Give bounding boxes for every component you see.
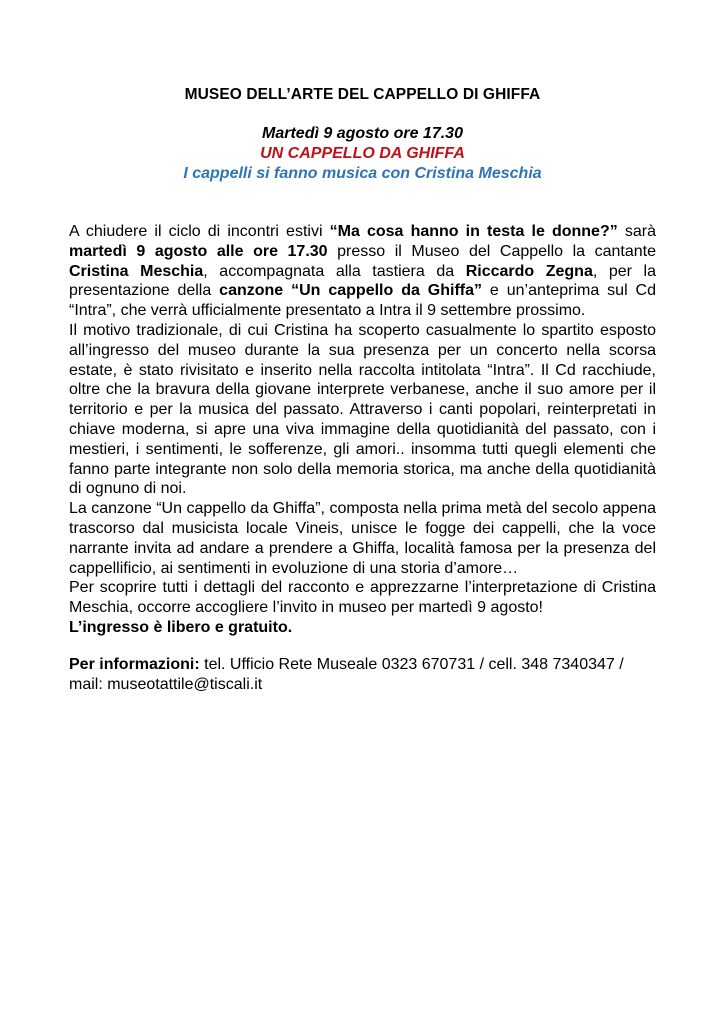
paragraph-admission	[69, 618, 656, 638]
text-run: , per la presentazione della	[69, 262, 656, 300]
series-title: “Ma cosa hanno in testa le donne?”	[329, 223, 618, 240]
event-tagline: I cappelli si fanno musica con Cristina Meschia	[183, 165, 542, 182]
paragraph-invite: Per scoprire tutti i dettagli del racconto e apprezzarne l’interpretazione di Cristina Meschia, occorre accogliere l’invito in museo per martedì 9 agosto!	[69, 579, 656, 617]
pianist-name: Riccardo Zegna	[465, 262, 593, 280]
paragraph-motif: Il motivo tradizionale, di cui Cristina ha scoperto casualmente lo spartito esposto all’ingresso del museo durante la sua presenza per un concerto nella scorsa estate, è stato rivisitato e inserito nella raccolta intitolata “Intra”. Il Cd racchiude, oltre che la bravura della giovane interprete verbanese, anche il suo amore per il territorio e per la musica del passato. Attraverso i canti popolari, reinterpretati in chiave moderna, si apre una viva immagine della quotidianità del passato, con i mestieri, i sentimenti, le sofferenze, gli amori.. insomma tutti quegli elementi che fanno parte integrante non solo della memoria storica, ma anche della quotidianità di ognuno di noi.	[69, 321, 656, 498]
event-title: UN CAPPELLO DA GHIFFA	[260, 145, 465, 162]
document-title: MUSEO DELL’ARTE DEL CAPPELLO DI GHIFFA	[184, 86, 541, 103]
event-header	[69, 124, 656, 184]
event-date-line: Martedì 9 agosto ore 17.30	[262, 125, 463, 142]
paragraph-song: La canzone “Un cappello da Ghiffa”, composta nella prima metà del secolo appena trascorso dal musicista locale Vineis, unisce le fogge dei cappelli, che la voce narrante invita ad andare a prendere a Ghiffa, località famosa per la presenza del cappellificio, ai sentimenti in evoluzione di una storia d’amore…	[69, 500, 656, 577]
text-run: sarà	[617, 223, 656, 240]
event-datetime: martedì 9 agosto alle ore 17.30	[69, 242, 328, 260]
text-run: e un’anteprima sul Cd “Intra”, che verrà ufficialmente presentato a Intra il 9 settembre prossimo.	[69, 282, 656, 320]
admission-note: L’ingresso è libero e gratuito.	[69, 618, 293, 636]
contact-label: Per informazioni:	[69, 656, 200, 673]
text-run: A chiudere il ciclo di incontri estivi	[69, 223, 330, 240]
contact-info	[69, 655, 656, 695]
text-run: presso il Museo del Cappello la cantante	[327, 242, 656, 260]
contact-details: tel. Ufficio Rete Museale 0323 670731 / cell. 348 7340347 / mail: museotattile@tiscali.it	[69, 656, 624, 693]
singer-name: Cristina Meschia	[69, 262, 204, 280]
paragraph-intro	[69, 222, 656, 321]
song-title: canzone “Un cappello da Ghiffa”	[219, 282, 482, 300]
article-body	[69, 222, 656, 638]
text-run: , accompagnata alla tastiera da	[203, 262, 466, 280]
